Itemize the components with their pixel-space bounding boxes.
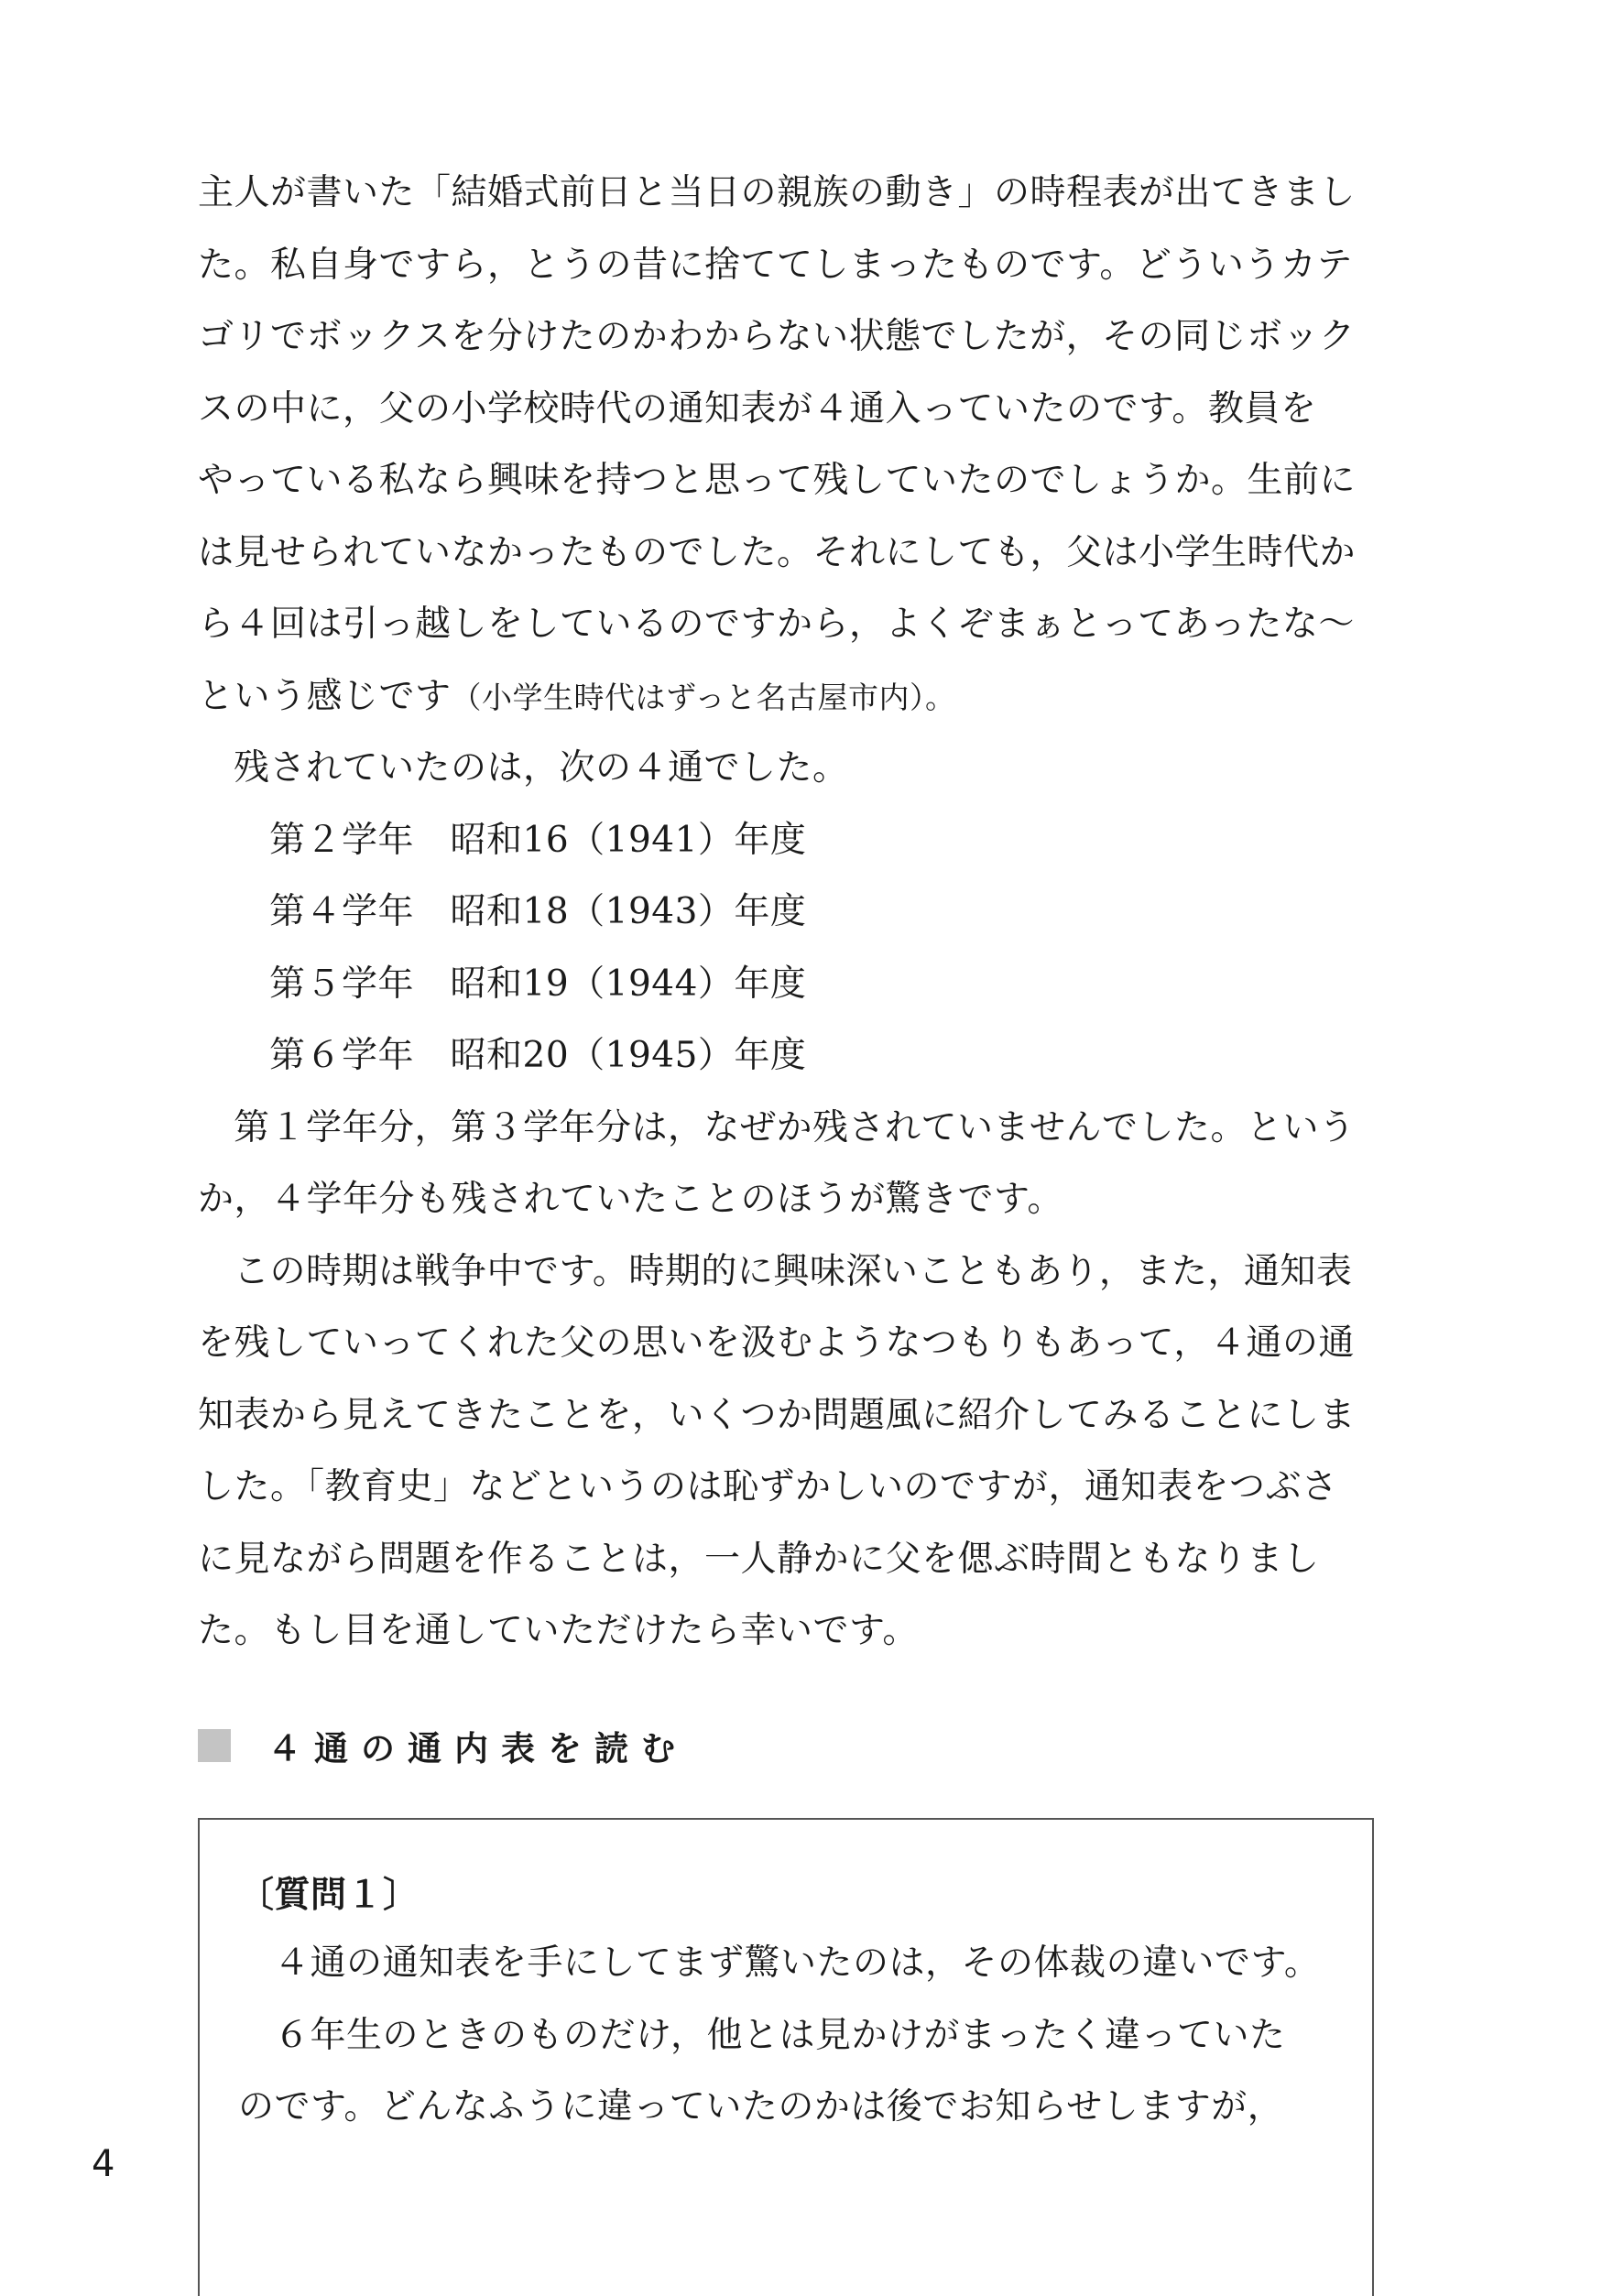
text-line: やっている私なら興味を持つと思って残していたのでしょうか。生前に	[198, 460, 1357, 501]
question-box	[198, 1818, 1374, 2296]
body-text	[198, 158, 1379, 1668]
list-item: 第６学年 昭和20（1945）年度	[269, 1035, 807, 1076]
text-line	[198, 661, 1379, 734]
text-line: た。もし目を通していただけたら幸いです。	[198, 1610, 919, 1651]
question-box-content	[238, 1862, 1346, 2144]
text-line: か，４学年分も残されていたことのほうが驚きです。	[198, 1179, 1063, 1220]
text-line: 主人が書いた「結婚式前日と当日の親族の動き」の時程表が出てきまし	[198, 172, 1357, 213]
question-title: 〔質問１〕	[238, 1874, 420, 1916]
section-heading	[198, 1724, 688, 1768]
text-line: 残されていたのは，次の４通でした。	[234, 747, 849, 789]
text-line: 知表から見えてきたことを，いくつか問題風に紹介してみることにしま	[198, 1394, 1357, 1436]
text-line: ら４回は引っ越しをしているのですから，よくぞまぁとってあったな～	[198, 604, 1355, 645]
list-item: 第２学年 昭和16（1941）年度	[269, 819, 807, 861]
text-line: この時期は戦争中です。時期的に興味深いこともあり，また，通知表	[234, 1250, 1353, 1292]
text-line: ６年生のときのものだけ，他とは見かけがまったく違っていた	[274, 2014, 1286, 2056]
text-line: のです。どんなふうに違っていたのかは後でお知らせしますが，	[238, 2086, 1284, 2127]
square-bullet-icon	[198, 1729, 231, 1762]
text-line: した。「教育史」などというのは恥ずかしいのですが，通知表をつぶさ	[198, 1466, 1338, 1507]
text-line: ４通の通知表を手にしてまず驚いたのは，その体裁の違いです。	[274, 1942, 1321, 1984]
text-segment: という感じです	[198, 675, 452, 717]
list-item: 第４学年 昭和18（1943）年度	[269, 891, 807, 932]
text-line: は見せられていなかったものでした。それにしても，父は小学生時代か	[198, 531, 1357, 573]
text-line: 第１学年分，第３学年分は，なぜか残されていませんでした。という	[234, 1106, 1356, 1148]
page-number: 4	[92, 2143, 115, 2185]
text-line: ゴリでボックスを分けたのかわからない状態でしたが，その同じボック	[198, 316, 1356, 357]
list-item: 第５学年 昭和19（1944）年度	[269, 963, 807, 1005]
section-heading-text: ４通の通内表を読む	[267, 1729, 688, 1768]
text-line: スの中に，父の小学校時代の通知表が４通入っていたのです。教員を	[198, 387, 1317, 430]
text-line: た。私自身ですら，とうの昔に捨ててしまったものです。どういうカテ	[198, 244, 1353, 286]
text-line: を残していってくれた父の思いを汲むようなつもりもあって，４通の通	[198, 1322, 1355, 1364]
parenthetical-note: （小学生時代はずっと名古屋市内）。	[451, 679, 956, 715]
text-line: に見ながら問題を作ることは，一人静かに父を偲ぶ時間ともなりまし	[198, 1538, 1320, 1580]
